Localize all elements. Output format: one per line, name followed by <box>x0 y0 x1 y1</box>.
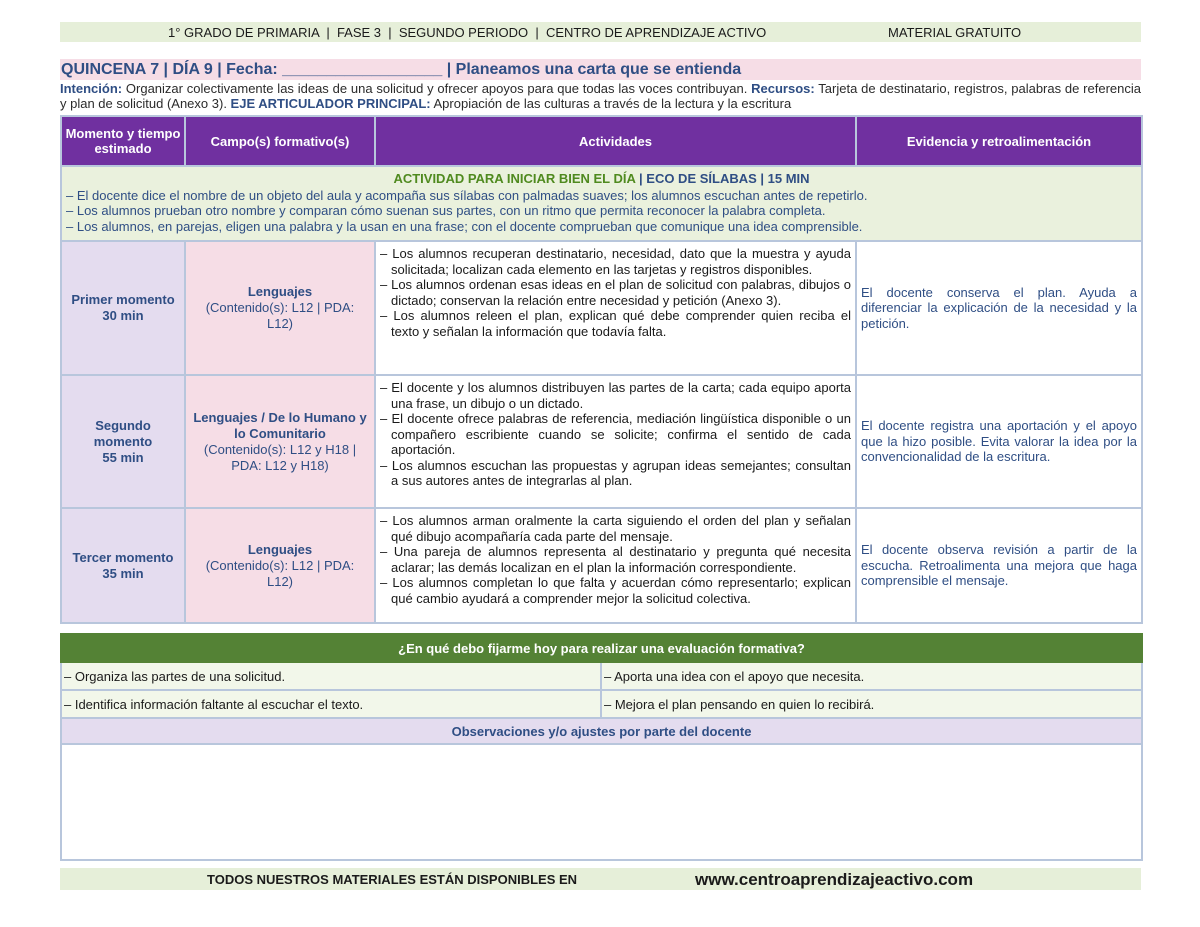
campo-name: Lenguajes <box>247 284 313 299</box>
page-title: QUINCENA 7 | DÍA 9 | Fecha: __________________ | Planeamos una carta que se entienda <box>60 59 1141 80</box>
activity-item: – Los alumnos recuperan destinatario, necesidad, dato que la muestra y ayuda solicitada; localizan cada elemento en las tarjetas y registros disponibles. <box>380 246 851 277</box>
campo-cell <box>185 241 375 375</box>
resources-text: Tarjeta de destinatario, registros, palabras de referencia y plan de solicitud (Anexo 3). <box>60 81 1141 111</box>
table-header-row <box>61 116 1142 166</box>
table-row <box>61 508 1142 623</box>
observations-title: Observaciones y/o ajustes por parte del docente <box>61 718 1142 744</box>
evaluation-item: – Identifica información faltante al escuchar el texto. <box>61 690 601 718</box>
header-evidence: Evidencia y retroalimentación <box>856 116 1142 166</box>
campo-name: Lenguajes <box>247 541 313 557</box>
observations-area[interactable] <box>61 744 1142 860</box>
header-activities: Actividades <box>375 116 856 166</box>
evaluation-item: – Aporta una idea con el apoyo que necesita. <box>601 662 1142 690</box>
start-line: – El docente dice el nombre de un objeto del aula y acompaña sus sílabas con palmadas suaves; los alumnos escuchan antes de repetirlo. <box>66 187 868 203</box>
moment-cell <box>61 241 185 375</box>
campo-cell <box>185 508 375 623</box>
activities-cell <box>375 375 856 508</box>
evidence-cell: El docente conserva el plan. Ayuda a diferenciar la explicación de la necesidad y la petición. <box>856 241 1142 375</box>
header-moment: Momento y tiempo estimado <box>61 116 185 166</box>
table-row <box>61 375 1142 508</box>
lesson-plan-page <box>60 22 1141 861</box>
footer-url-link[interactable]: www.centroaprendizajeactivo.com <box>695 870 974 889</box>
activity-item: – Los alumnos completan lo que falta y acuerdan cómo representarlo; explican qué cambio ayudará a comprender mejor la solicitud colectiva. <box>380 575 851 606</box>
banner-free-material: MATERIAL GRATUITO <box>888 24 1022 40</box>
evidence-cell: El docente registra una aportación y el apoyo que la hizo posible. Evita valorar la idea por la convencionalidad de la escritura. <box>856 375 1142 508</box>
campo-cell <box>185 375 375 508</box>
moment-time: 55 min <box>102 449 144 465</box>
start-line: – Los alumnos, en parejas, eligen una palabra y la usan en una frase; con el docente comprueban que comunique una idea comprensible. <box>66 218 863 234</box>
eje-text: Apropiación de las culturas a través de la lectura y la escritura <box>430 96 792 111</box>
campo-contenido: (Contenido(s): L12 y H18 | PDA: L12 y H18) <box>203 441 357 473</box>
start-title-detail: | ECO DE SÍLABAS | 15 MIN <box>635 171 810 186</box>
evidence-cell: El docente observa revisión a partir de la escucha. Retroalimenta una mejora que haga comprensible el mensaje. <box>856 508 1142 623</box>
banner-grade-text: 1° GRADO DE PRIMARIA | FASE 3 | SEGUNDO PERIODO | CENTRO DE APRENDIZAJE ACTIVO <box>168 24 767 40</box>
footer-text: TODOS NUESTROS MATERIALES ESTÁN DISPONIBLES EN <box>207 872 578 887</box>
start-activity-cell <box>61 166 1142 241</box>
evaluation-item: – Organiza las partes de una solicitud. <box>61 662 601 690</box>
eje-label: EJE ARTICULADOR PRINCIPAL: <box>230 96 431 111</box>
evaluation-item: – Mejora el plan pensando en quien lo recibirá. <box>601 690 1142 718</box>
header-campo: Campo(s) formativo(s) <box>185 116 375 166</box>
activity-item: – El docente y los alumnos distribuyen las partes de la carta; cada equipo aporta una frase, un dibujo o un dictado. <box>380 380 851 411</box>
intention-paragraph <box>60 81 1141 111</box>
activity-item: – Los alumnos arman oralmente la carta siguiendo el orden del plan y señalan qué dibujo acompañaría cada parte del mensaje. <box>380 513 851 544</box>
resources-label: Recursos: <box>751 81 815 96</box>
moment-cell <box>61 375 185 508</box>
moment-name: Primer momento <box>71 292 175 307</box>
activities-cell <box>375 508 856 623</box>
activities-table <box>60 115 1143 624</box>
intention-text: Organizar colectivamente las ideas de una solicitud y ofrecer apoyos para que todas las voces contribuyan. <box>122 81 752 96</box>
activity-item: – El docente ofrece palabras de referencia, mediación lingüística disponible o un compañero escribiente cuando se solicite; confirma el sentido de cada aportación. <box>380 411 851 457</box>
moment-name: Tercer momento <box>72 549 174 565</box>
moment-name: Segundo momento <box>93 417 153 449</box>
moment-cell <box>61 508 185 623</box>
start-title-main: ACTIVIDAD PARA INICIAR BIEN EL DÍA <box>393 171 636 186</box>
campo-contenido: (Contenido(s): L12 | PDA: L12) <box>205 300 355 331</box>
activity-item: – Los alumnos escuchan las propuestas y agrupan ideas semejantes; consultan a sus autores antes de integrarlas al plan. <box>380 457 851 488</box>
moment-time: 35 min <box>102 565 144 581</box>
start-activity-row <box>61 166 1142 241</box>
activity-item: – Una pareja de alumnos representa al destinatario y pregunta qué necesita aclarar; las demás localizan en el plan la información correspondiente. <box>380 544 851 575</box>
activities-cell <box>375 241 856 375</box>
table-row <box>61 241 1142 375</box>
activity-item: – Los alumnos ordenan esas ideas en el plan de solicitud con palabras, dibujos o dictado; conservan la relación entre necesidad y petición (Anexo 3). <box>380 277 851 308</box>
footer <box>60 868 1141 890</box>
start-line: – Los alumnos prueban otro nombre y comparan cómo suenan sus partes, con un ritmo que permita reconocer la palabra completa. <box>66 203 826 218</box>
moment-time: 30 min <box>102 308 144 323</box>
campo-contenido: (Contenido(s): L12 | PDA: L12) <box>205 557 355 589</box>
start-activity-title <box>66 171 1137 187</box>
intention-label: Intención: <box>60 81 123 96</box>
top-banner <box>60 22 1141 42</box>
activity-item: – Los alumnos releen el plan, explican qué debe comprender quien reciba el texto y señalan la información que todavía falta. <box>380 308 851 339</box>
campo-name: Lenguajes / De lo Humano y lo Comunitario <box>193 409 367 441</box>
evaluation-table <box>60 633 1143 861</box>
evaluation-title: ¿En qué debo fijarme hoy para realizar una evaluación formativa? <box>61 634 1142 662</box>
